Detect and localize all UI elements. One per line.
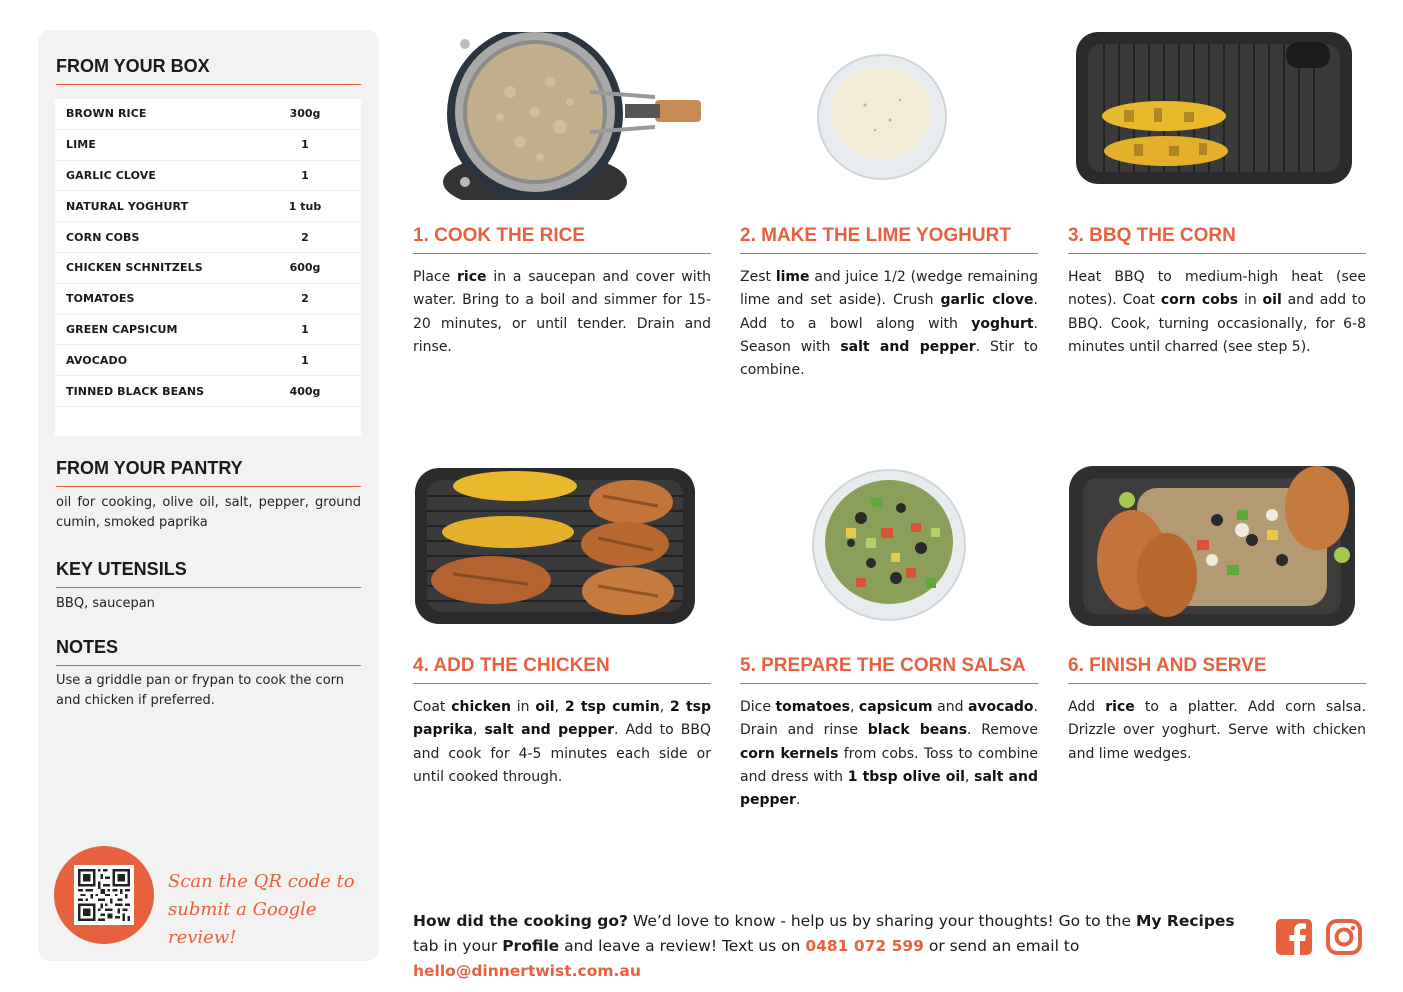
footer-text-3: and leave a review! Text us on xyxy=(559,937,806,955)
ingredient-highlight: oil xyxy=(535,699,555,715)
ingredient-highlight: garlic clove xyxy=(940,292,1034,309)
ingredient-highlight: chicken xyxy=(451,699,511,715)
pantry-title: FROM YOUR PANTRY xyxy=(56,458,361,487)
ingredient-row xyxy=(55,222,361,253)
ingredient-highlight: corn cobs xyxy=(1160,292,1239,309)
ingredient-name: TINNED BLACK BEANS xyxy=(66,384,205,398)
ingredient-highlight: rice xyxy=(1105,699,1135,715)
step-3-body xyxy=(1068,266,1366,359)
ingredient-highlight: 2 tsp cumin xyxy=(564,699,660,715)
step-text: in xyxy=(510,699,536,715)
step-text: Place xyxy=(413,269,458,285)
footer-text-4: or send an email to xyxy=(923,937,1080,955)
instagram-icon[interactable] xyxy=(1325,918,1363,956)
ingredient-row xyxy=(55,284,361,315)
step-1-title: 1. COOK THE RICE xyxy=(413,225,711,254)
step-text: Zest xyxy=(740,269,776,285)
rice-strainer-image xyxy=(440,32,704,200)
qr-badge[interactable] xyxy=(54,846,154,944)
footer-email-link[interactable]: hello@dinnertwist.com.au xyxy=(413,962,641,980)
ingredient-highlight: avocado xyxy=(967,699,1034,715)
utensils-title: KEY UTENSILS xyxy=(56,559,361,588)
step-text: , xyxy=(659,699,670,715)
step-text: . Drain and rinse xyxy=(740,699,1038,739)
ingredient-highlight: black beans xyxy=(867,722,968,739)
footer-text-1: We’d love to know - help us by sharing your thoughts! Go to the xyxy=(627,912,1136,930)
footer-profile: Profile xyxy=(502,937,560,955)
ingredient-row xyxy=(55,191,361,222)
step-5-title: 5. PREPARE THE CORN SALSA xyxy=(740,655,1038,684)
step-2-title: 2. MAKE THE LIME YOGHURT xyxy=(740,225,1038,254)
ingredient-name: LIME xyxy=(66,138,96,152)
qr-code-icon[interactable] xyxy=(74,865,134,925)
ingredient-highlight: 2 tsp paprika xyxy=(413,699,712,739)
ingredient-row xyxy=(55,376,361,407)
step-text: . Stir to combine. xyxy=(740,338,1038,379)
step-text: , xyxy=(554,699,565,715)
ingredient-qty: 1 xyxy=(301,353,309,367)
sidebar xyxy=(38,30,379,961)
ingredient-name: CHICKEN SCHNITZELS xyxy=(66,261,203,275)
step-text: in a saucepan and cover with water. Bring to a boil and simmer for 15-20 minutes, or until tender. Drain and rinse. xyxy=(413,269,712,355)
footer-my-recipes: My Recipes xyxy=(1135,912,1235,930)
ingredient-qty: 1 xyxy=(301,322,309,336)
notes-title: NOTES xyxy=(56,637,361,666)
ingredient-qty: 2 xyxy=(301,292,309,306)
ingredient-qty: 300g xyxy=(289,107,321,121)
ingredient-highlight: corn kernels xyxy=(740,745,839,762)
step-text: and juice 1/2 (wedge remaining lime and set aside). Crush xyxy=(740,269,1039,309)
step-text: and add to BBQ. Cook, turning occasionally, for 6-8 minutes until charred (see step 5). xyxy=(1068,292,1366,355)
ingredient-qty: 1 tub xyxy=(288,199,322,213)
step-5-body xyxy=(740,696,1038,812)
footer-phone-link[interactable]: 0481 072 599 xyxy=(805,937,924,955)
step-text: , xyxy=(964,768,975,785)
ingredient-name: GARLIC CLOVE xyxy=(66,168,156,182)
step-text: , xyxy=(472,722,485,739)
ingredient-highlight: salt and pepper xyxy=(740,768,1038,809)
step-text: . Add to a bowl along with xyxy=(740,292,1038,332)
grill-corn-image xyxy=(1074,30,1354,186)
review-footer xyxy=(413,909,1263,984)
step-text: , xyxy=(849,699,859,715)
ingredient-highlight: salt and pepper xyxy=(840,338,976,355)
ingredient-row xyxy=(55,253,361,284)
facebook-icon[interactable] xyxy=(1275,918,1313,956)
ingredients-table xyxy=(55,99,361,436)
ingredient-qty: 2 xyxy=(301,230,309,244)
platter-image xyxy=(1067,460,1357,628)
ingredient-qty: 600g xyxy=(289,261,321,275)
step-text: and xyxy=(932,699,968,715)
notes-text: Use a griddle pan or frypan to cook the corn and chicken if preferred. xyxy=(56,673,345,708)
ingredient-highlight: tomatoes xyxy=(775,699,850,715)
ingredient-row xyxy=(55,315,361,346)
ingredient-highlight: capsicum xyxy=(858,699,933,715)
ingredient-qty: 400g xyxy=(289,384,321,398)
step-text: . xyxy=(795,792,801,809)
ingredient-row xyxy=(55,161,361,192)
step-text: . Season with xyxy=(740,315,1038,355)
ingredient-highlight: rice xyxy=(457,269,487,285)
ingredient-name: NATURAL YOGHURT xyxy=(66,199,189,213)
step-text: in xyxy=(1238,292,1263,309)
footer-question: How did the cooking go? xyxy=(413,912,628,930)
step-text: to a platter. Add corn salsa. Drizzle over yoghurt. Serve with chicken and lime wedges. xyxy=(1068,699,1366,762)
ingredient-name: GREEN CAPSICUM xyxy=(66,322,178,336)
ingredient-highlight: salt and pepper xyxy=(484,722,615,739)
step-text: Dice xyxy=(740,699,776,715)
step-6-body xyxy=(1068,696,1366,766)
grill-chicken-image xyxy=(413,466,697,626)
step-3-title: 3. BBQ THE CORN xyxy=(1068,225,1366,254)
qr-caption: Scan the QR code to submit a Google review! xyxy=(168,871,355,948)
ingredient-row xyxy=(55,99,361,130)
ingredient-name: AVOCADO xyxy=(66,353,128,367)
ingredient-row xyxy=(55,345,361,376)
ingredient-highlight: lime xyxy=(775,269,810,285)
step-4-body xyxy=(413,696,711,789)
ingredient-name: CORN COBS xyxy=(66,230,140,244)
step-text: . Remove xyxy=(967,722,1039,739)
step-6-title: 6. FINISH AND SERVE xyxy=(1068,655,1366,684)
from-box-title: FROM YOUR BOX xyxy=(56,56,361,85)
ingredient-highlight: oil xyxy=(1262,292,1282,309)
ingredient-name: BROWN RICE xyxy=(66,107,147,121)
ingredient-name: TOMATOES xyxy=(66,292,135,306)
step-2-body xyxy=(740,266,1038,382)
yoghurt-bowl-image xyxy=(815,50,949,180)
step-text: . Add to BBQ and cook for 4-5 minutes each side or until cooked through. xyxy=(413,722,711,785)
ingredient-highlight: 1 tbsp olive oil xyxy=(847,768,965,785)
step-4-title: 4. ADD THE CHICKEN xyxy=(413,655,711,684)
pantry-text: oil for cooking, olive oil, salt, pepper, ground cumin, smoked paprika xyxy=(56,495,361,530)
salsa-bowl-image xyxy=(811,468,967,622)
step-text: Heat BBQ to medium-high heat (see notes). Coat xyxy=(1068,269,1366,309)
step-text: Add xyxy=(1068,699,1106,715)
step-text: Coat xyxy=(413,699,452,715)
utensils-text: BBQ, saucepan xyxy=(56,596,155,611)
ingredient-row xyxy=(55,130,361,161)
ingredient-qty: 1 xyxy=(301,138,309,152)
step-1-body xyxy=(413,266,711,359)
step-text: from cobs. Toss to combine and dress with xyxy=(740,745,1038,785)
ingredient-highlight: yoghurt xyxy=(971,315,1034,332)
ingredient-qty: 1 xyxy=(301,168,309,182)
footer-text-2: tab in your xyxy=(413,937,503,955)
